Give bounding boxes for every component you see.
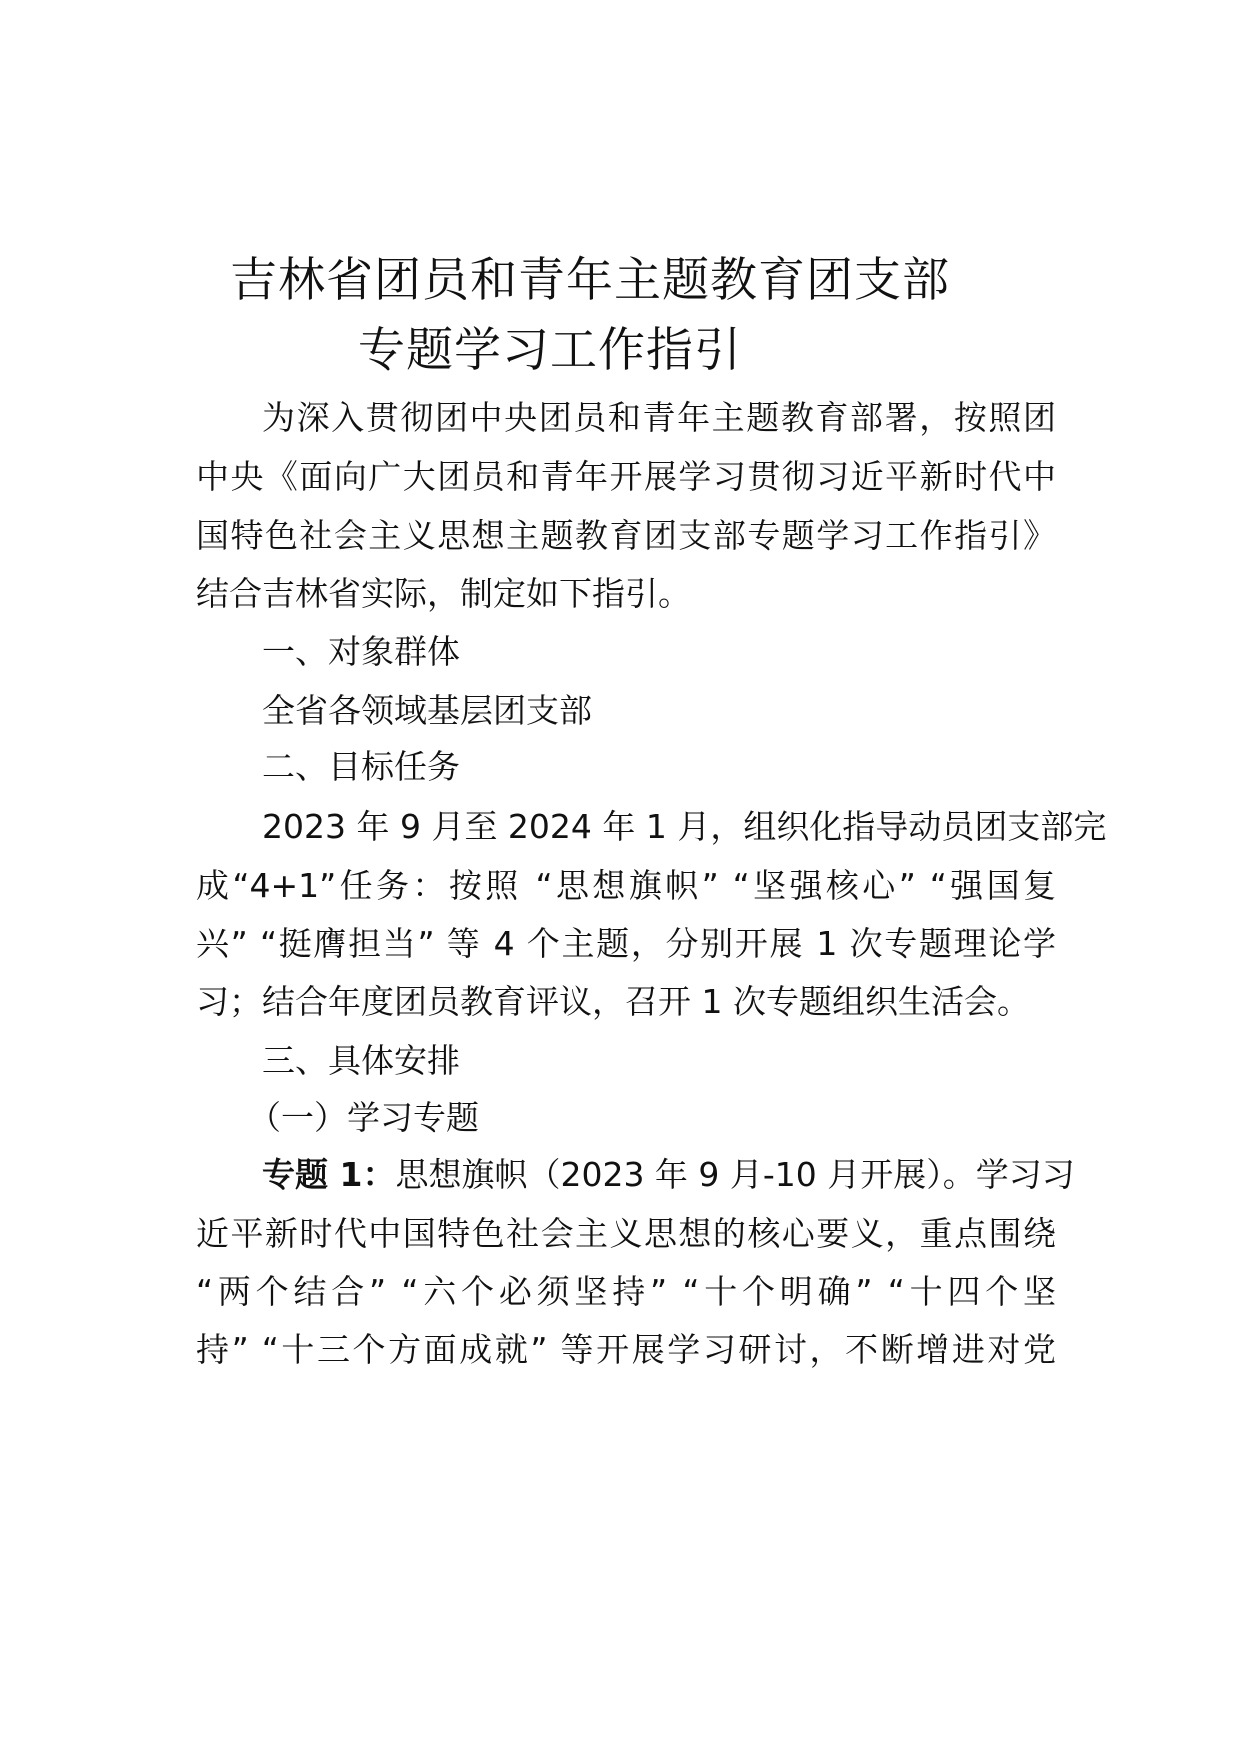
topic-1-label: 专题 1： <box>262 1155 396 1194</box>
section-3-heading: 三、具体安排 <box>262 1041 460 1080</box>
section-2-line-1: 2023 年 9 月至 2024 年 1 月，组织化指导动员团支部完 <box>262 807 1107 846</box>
topic-1-line-3: “两个结合” “六个必须坚持” “十个明确” “十四个坚 <box>196 1272 1056 1311</box>
section-2-line-3: 兴” “挺膺担当” 等 4 个主题，分别开展 1 次专题理论学 <box>196 924 1056 963</box>
topic-1-line-2: 近平新时代中国特色社会主义思想的核心要义，重点围绕 <box>196 1214 1056 1253</box>
subsection-1-heading: （一）学习专题 <box>248 1098 479 1137</box>
document-title-line-2: 专题学习工作指引 <box>358 323 742 378</box>
intro-line-1: 为深入贯彻团中央团员和青年主题教育部署，按照团 <box>262 398 1056 437</box>
section-2-line-2: 成“4+1”任务：按照 “思想旗帜” “坚强核心” “强国复 <box>196 866 1056 905</box>
topic-1-first-line <box>262 1153 1075 1197</box>
section-2-line-4: 习；结合年度团员教育评议，召开 1 次专题组织生活会。 <box>196 982 1030 1021</box>
intro-line-3: 国特色社会主义思想主题教育团支部专题学习工作指引》 <box>196 516 1056 555</box>
topic-1-line-4: 持” “十三个方面成就” 等开展学习研讨，不断增进对党 <box>196 1330 1056 1369</box>
intro-line-2: 中央《面向广大团员和青年开展学习贯彻习近平新时代中 <box>196 457 1056 496</box>
topic-1-first-line-text: 思想旗帜（2023 年 9 月-10 月开展）。学习习 <box>395 1155 1075 1194</box>
section-1-text: 全省各领域基层团支部 <box>262 691 592 730</box>
document-title-line-1: 吉林省团员和青年主题教育团支部 <box>230 253 950 308</box>
intro-line-4: 结合吉林省实际，制定如下指引。 <box>196 574 691 613</box>
section-1-heading: 一、对象群体 <box>262 632 460 671</box>
section-2-heading: 二、目标任务 <box>262 747 460 786</box>
